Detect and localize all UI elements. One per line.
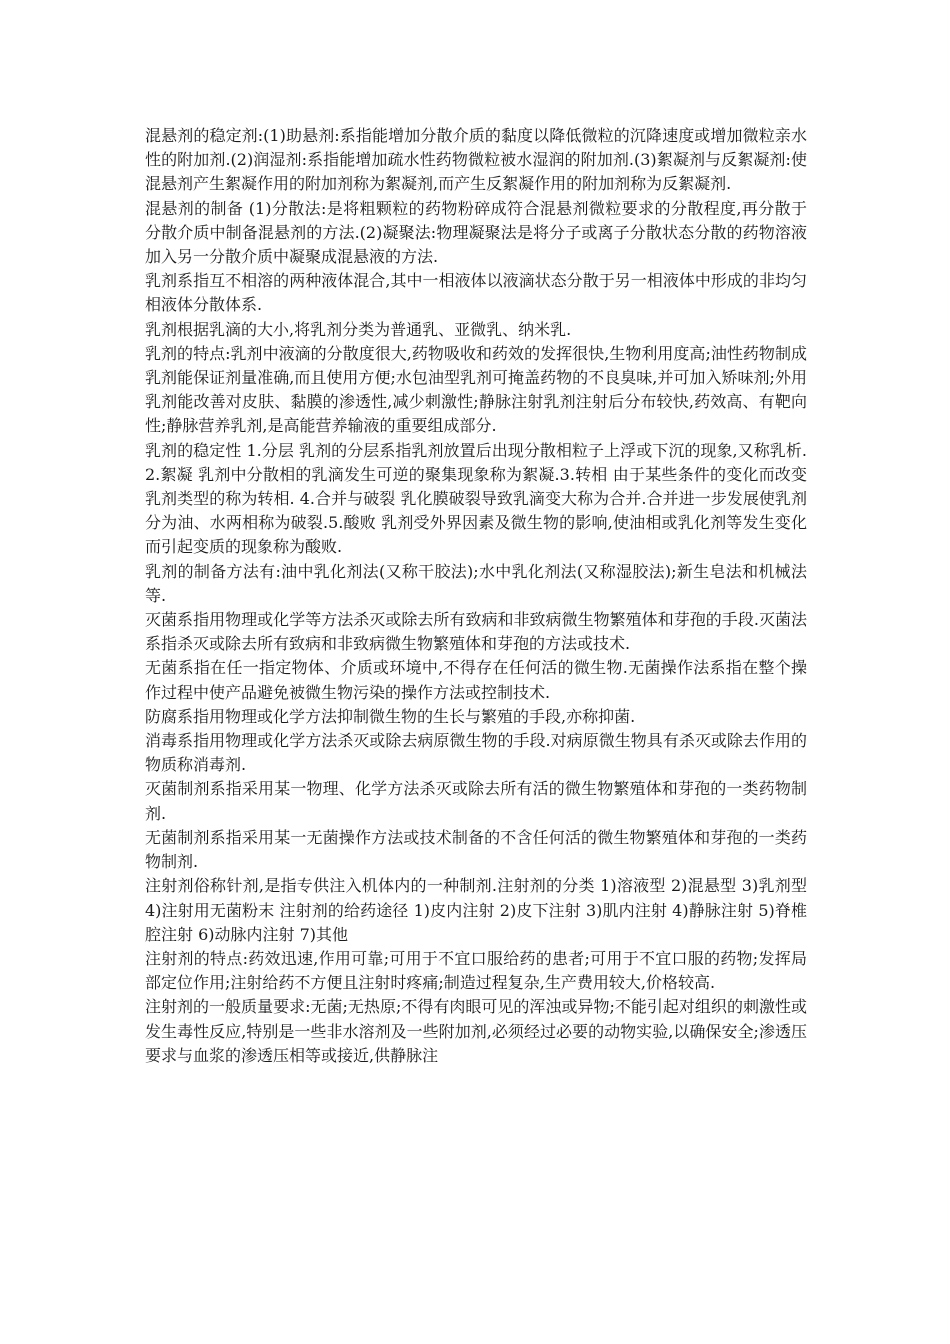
paragraph: 无菌制剂系指采用某一无菌操作方法或技术制备的不含任何活的微生物繁殖体和芽孢的一类药物制剂.	[145, 827, 807, 872]
paragraph: 无菌系指在任一指定物体、介质或环境中,不得存在任何活的微生物.无菌操作法系指在整个操作过程中使产品避免被微生物污染的操作方法或控制技术.	[145, 658, 807, 702]
paragraph: 乳剂的制备方法有:油中乳化剂法(又称干胶法);水中乳化剂法(又称湿胶法);新生皂法和机械法等.	[145, 561, 807, 605]
paragraph: 注射剂的特点:药效迅速,作用可靠;可用于不宜口服给药的患者;可用于不宜口服的药物;发挥局部定位作用;注射给药不方便且注射时疼痛;制造过程复杂,生产费用较大,价格较高.	[145, 948, 807, 993]
paragraph: 混悬剂的制备 (1)分散法:是将粗颗粒的药物粉碎成符合混悬剂微粒要求的分散程度,再分散于分散介质中制备混悬剂的方法.(2)凝聚法:物理凝聚法是将分子或离子分散状态分散的药物溶液加入另一分散介质中凝聚成混悬液的方法.	[145, 198, 807, 267]
paragraph: 乳剂的特点:乳剂中液滴的分散度很大,药物吸收和药效的发挥很快,生物利用度高;油性药物制成乳剂能保证剂量准确,而且使用方便;水包油型乳剂可掩盖药物的不良臭味,并可加入矫味剂;外用乳剂能改善对皮肤、黏膜的渗透性,减少刺激性;静脉注射乳剂注射后分布较快,药效高、有靶向性;静脉营养乳剂,是高能营养输液的重要组成部分.	[145, 343, 807, 436]
paragraph: 乳剂根据乳滴的大小,将乳剂分类为普通乳、亚微乳、纳米乳.	[145, 319, 572, 339]
paragraph: 注射剂的一般质量要求:无菌;无热原;不得有肉眼可见的浑浊或异物;不能引起对组织的刺激性或发生毒性反应,特别是一些非水溶剂及一些附加剂,必须经过必要的动物实验,以确保安全;渗透压要求与血浆的渗透压相等或接近,供静脉注	[145, 997, 807, 1065]
paragraph: 灭菌制剂系指采用某一物理、化学方法杀灭或除去所有活的微生物繁殖体和芽孢的一类药物制剂.	[145, 779, 807, 823]
paragraph: 乳剂系指互不相溶的两种液体混合,其中一相液体以液滴状态分散于另一相液体中形成的非均匀相液体分散体系.	[145, 271, 807, 315]
document-body	[145, 124, 807, 1068]
paragraph: 灭菌系指用物理或化学等方法杀灭或除去所有致病和非致病微生物繁殖体和芽孢的手段.灭菌法系指杀灭或除去所有致病和非致病微生物繁殖体和芽孢的方法或技术.	[145, 610, 807, 654]
paragraph: 防腐系指用物理或化学方法抑制微生物的生长与繁殖的手段,亦称抑菌.	[145, 706, 636, 726]
paragraph: 消毒系指用物理或化学方法杀灭或除去病原微生物的手段.对病原微生物具有杀灭或除去作用的物质称消毒剂.	[145, 731, 807, 775]
paragraph: 乳剂的稳定性 1.分层 乳剂的分层系指乳剂放置后出现分散相粒子上浮或下沉的现象,又称乳析.2.絮凝 乳剂中分散相的乳滴发生可逆的聚集现象称为絮凝.3.转相 由于某些条件的变化而改变乳剂类型的称为转相. 4.合并与破裂 乳化膜破裂导致乳滴变大称为合并.合并进一步发展使乳剂分为油、水两相称为破裂.5.酸败 乳剂受外界因素及微生物的影响,使油相或乳化剂等发生变化而引起变质的现象称为酸败.	[145, 440, 807, 557]
paragraph: 混悬剂的稳定剂:(1)助悬剂:系指能增加分散介质的黏度以降低微粒的沉降速度或增加微粒亲水性的附加剂.(2)润湿剂:系指能增加疏水性药物微粒被水湿润的附加剂.(3)絮凝剂与反絮凝剂:使混悬剂产生絮凝作用的附加剂称为絮凝剂,而产生反絮凝作用的附加剂称为反絮凝剂.	[145, 126, 807, 194]
paragraph: 注射剂俗称针剂,是指专供注入机体内的一种制剂.注射剂的分类 1)溶液型 2)混悬型 3)乳剂型 4)注射用无菌粉末 注射剂的给药途径 1)皮内注射 2)皮下注射 3)肌内注射 4)静脉注射 5)脊椎腔注射 6)动脉内注射 7)其他	[145, 876, 807, 944]
